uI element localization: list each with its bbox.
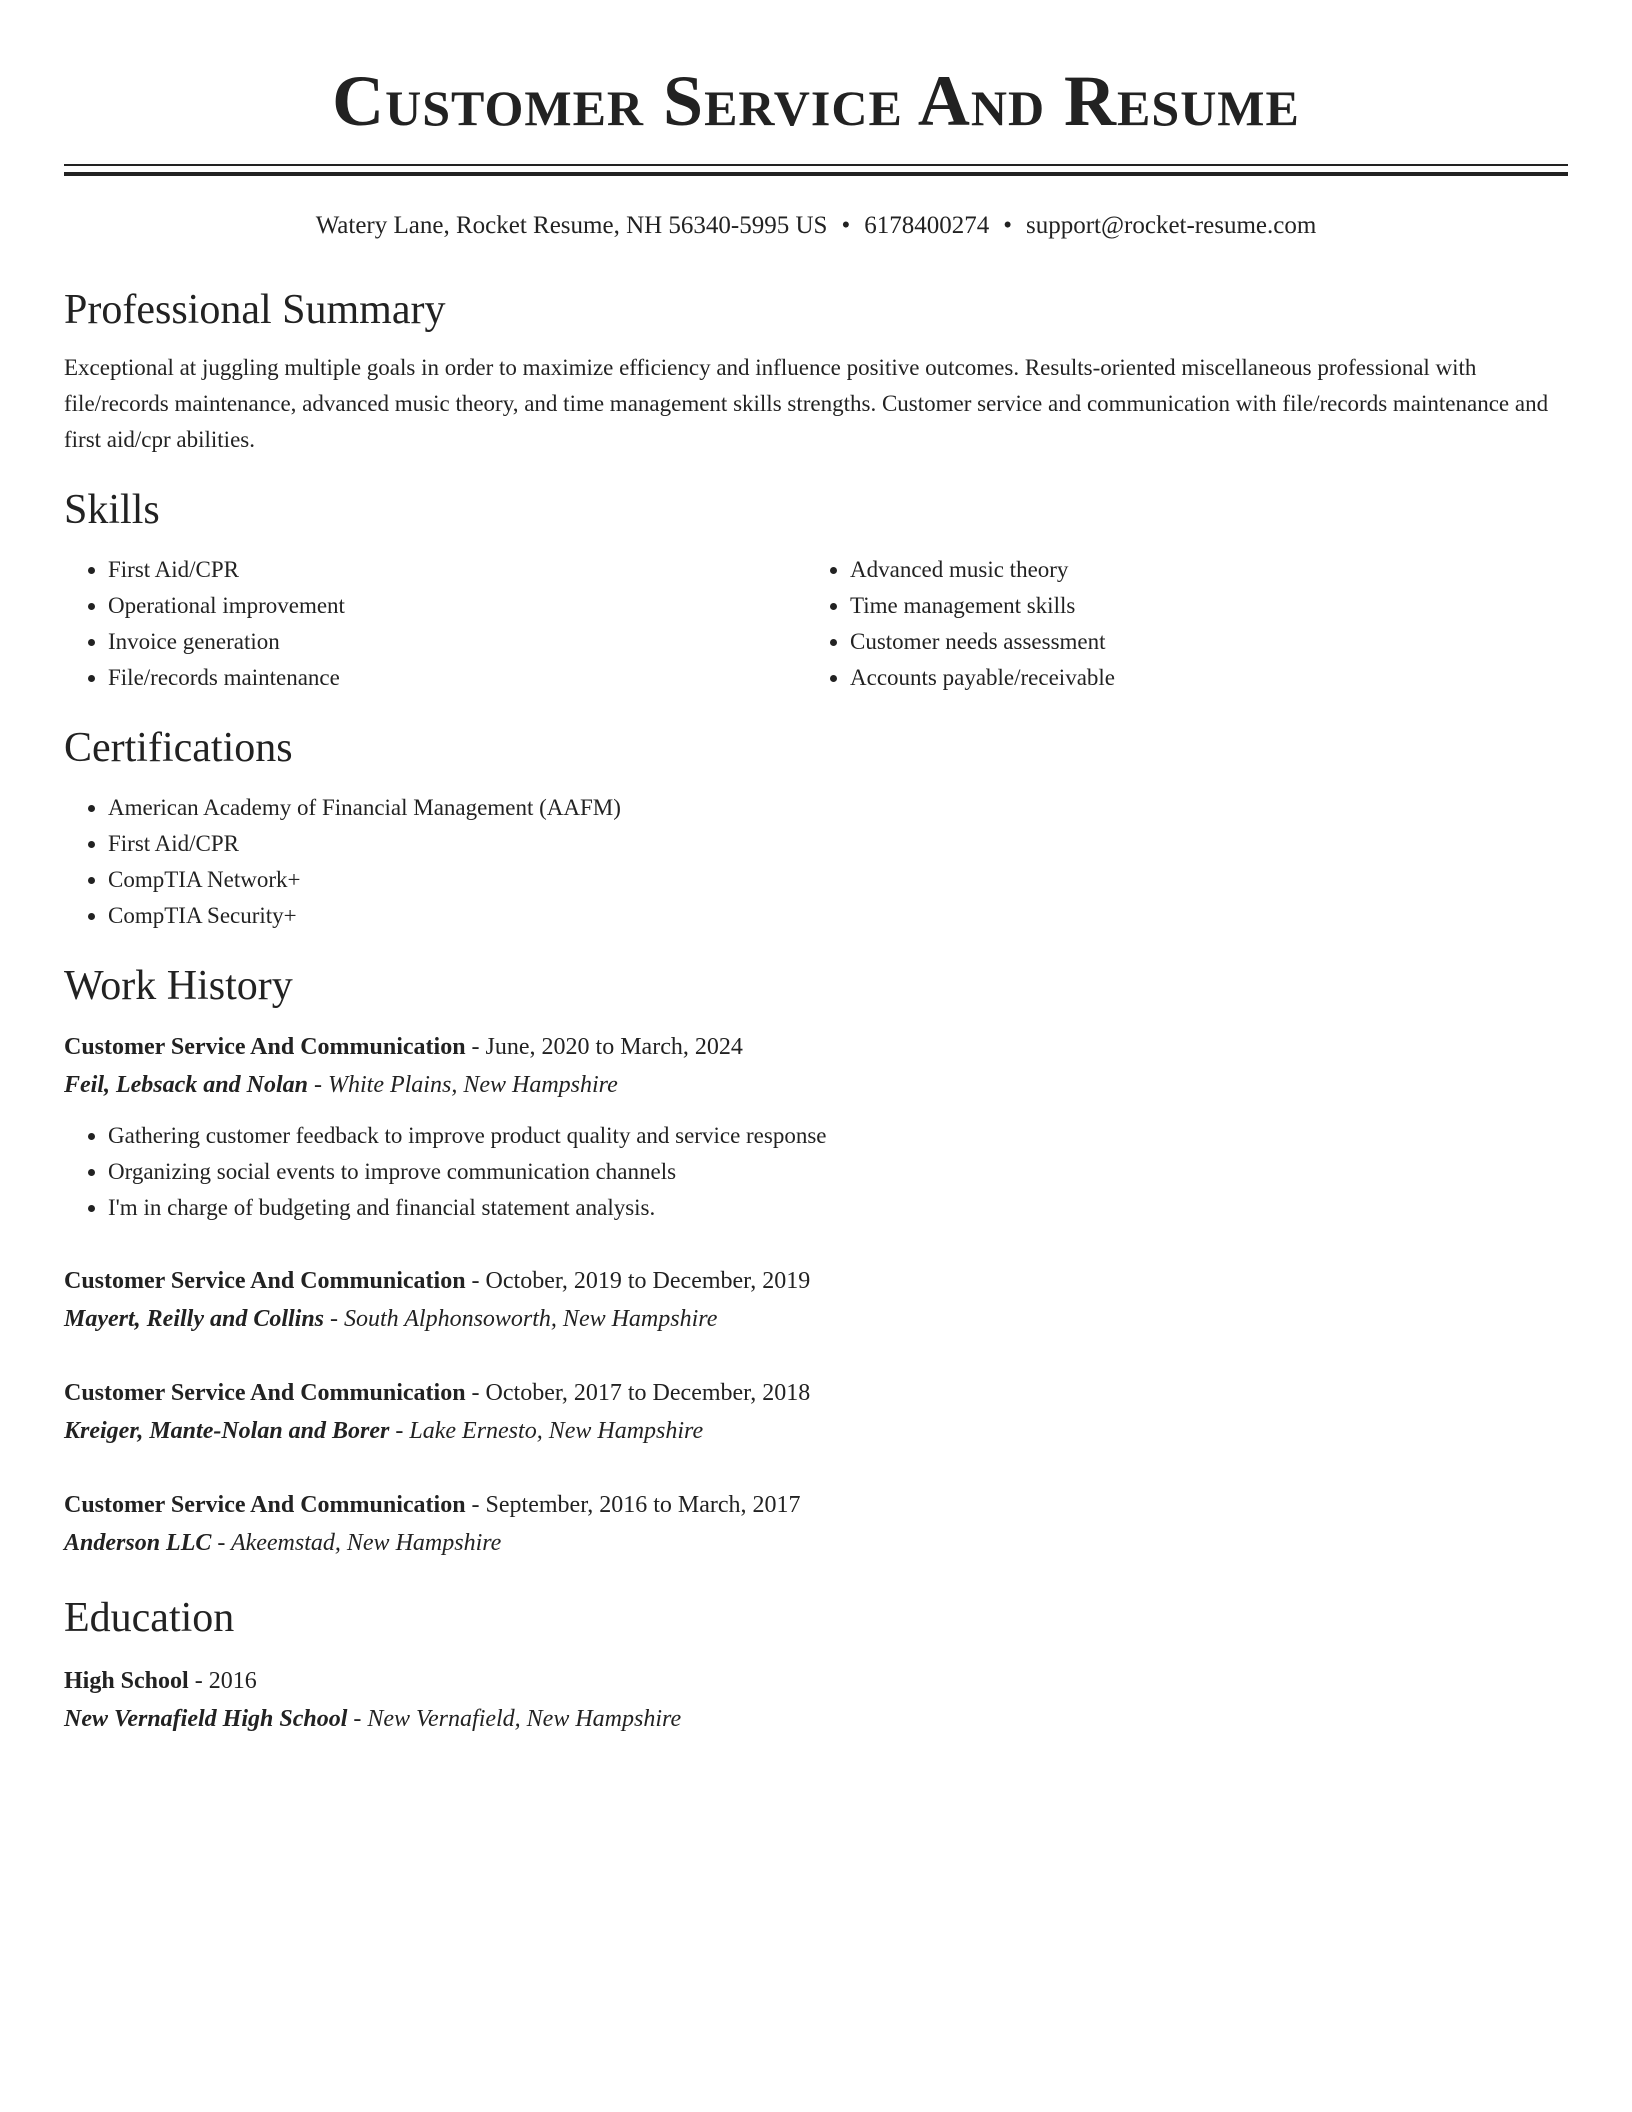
skills-list-right [806, 552, 1548, 696]
job-bullets [64, 1118, 1568, 1226]
job-entry [64, 1028, 1568, 1226]
certification-item: • CompTIA Network+ [108, 862, 1568, 898]
education-location: New Vernafield, New Hampshire [367, 1706, 682, 1732]
summary-text: Exceptional at juggling multiple goals in order to maximize efficiency and influence positive outcomes. Results-oriented miscellaneous professional with file/records maintenance, advanced music theory, and time management skills strengths. Customer service and communication with file/records maintenance and first aid/cpr abilities. [64, 355, 1549, 452]
job-company-line [64, 1524, 1568, 1562]
job-dash: - [389, 1418, 410, 1444]
job-title-line [64, 1262, 1568, 1300]
education-entry [64, 1662, 1568, 1738]
education-section [64, 1592, 1568, 1738]
education-degree: High School [64, 1668, 189, 1694]
job-dash: - [324, 1306, 345, 1332]
skill-item: • Accounts payable/receivable [850, 660, 1548, 696]
job-entry [64, 1486, 1568, 1562]
job-location: Akeemstad, New Hampshire [230, 1530, 502, 1556]
education-degree-line [64, 1662, 1568, 1700]
skill-item: • Customer needs assessment [850, 624, 1548, 660]
summary-section [64, 284, 1568, 458]
job-title: Customer Service And Communication [64, 1268, 466, 1294]
work-history-section [64, 960, 1568, 1562]
job-company: Feil, Lebsack and Nolan [64, 1072, 308, 1098]
work-history-heading: Work History [64, 963, 293, 1009]
job-company-line [64, 1412, 1568, 1450]
education-year: 2016 [208, 1668, 257, 1694]
skill-item: • Operational improvement [108, 588, 806, 624]
education-school-line [64, 1700, 1568, 1738]
skill-item: • Time management skills [850, 588, 1548, 624]
skills-columns [64, 552, 1568, 696]
skill-item: • File/records maintenance [108, 660, 806, 696]
job-entry [64, 1374, 1568, 1450]
job-company: Anderson LLC [64, 1530, 212, 1556]
job-title: Customer Service And Communication [64, 1492, 466, 1518]
job-title: Customer Service And Communication [64, 1034, 466, 1060]
summary-heading: Professional Summary [64, 287, 446, 333]
certification-item: • American Academy of Financial Management (AAFM) [108, 790, 1568, 826]
job-dash: - [465, 1268, 486, 1294]
title-divider-thick [64, 172, 1568, 176]
job-title: Customer Service And Communication [64, 1380, 466, 1406]
education-dash: - [188, 1668, 209, 1694]
contact-email: support@rocket-resume.com [1026, 212, 1317, 239]
job-location: Lake Ernesto, New Hampshire [409, 1418, 704, 1444]
skills-column-left [64, 552, 806, 696]
job-title-line [64, 1374, 1568, 1412]
job-dates: June, 2020 to March, 2024 [485, 1034, 743, 1060]
job-title-line [64, 1028, 1568, 1066]
contact-line [64, 210, 1568, 242]
job-dash: - [465, 1034, 486, 1060]
skills-heading: Skills [64, 487, 160, 533]
certification-item: • CompTIA Security+ [108, 898, 1568, 934]
job-bullet: • Gathering customer feedback to improve product quality and service response [108, 1118, 1568, 1154]
job-dash: - [465, 1492, 486, 1518]
job-company: Mayert, Reilly and Collins [64, 1306, 325, 1332]
skills-section [64, 484, 1568, 696]
job-bullet: • Organizing social events to improve communication channels [108, 1154, 1568, 1190]
contact-address: Watery Lane, Rocket Resume, NH 56340-5995 US [315, 212, 828, 239]
skill-item: • Invoice generation [108, 624, 806, 660]
skills-column-right [806, 552, 1548, 696]
job-dash: - [465, 1380, 486, 1406]
job-company-line [64, 1300, 1568, 1338]
job-title-line [64, 1486, 1568, 1524]
job-entry [64, 1262, 1568, 1338]
skill-item: • First Aid/CPR [108, 552, 806, 588]
education-dash: - [347, 1706, 368, 1732]
job-dates: October, 2019 to December, 2019 [485, 1268, 811, 1294]
title-divider-thin [64, 164, 1568, 166]
contact-separator: • [1003, 212, 1012, 239]
certifications-section [64, 722, 1568, 934]
education-heading: Education [64, 1595, 235, 1641]
job-dates: September, 2016 to March, 2017 [485, 1492, 801, 1518]
certifications-heading: Certifications [64, 725, 293, 771]
contact-separator: • [841, 212, 851, 239]
job-location: White Plains, New Hampshire [328, 1072, 618, 1098]
job-location: South Alphonsoworth, New Hampshire [344, 1306, 718, 1332]
skills-list-left [64, 552, 806, 696]
education-school: New Vernafield High School [64, 1706, 348, 1732]
contact-phone: 6178400274 [864, 212, 990, 239]
certifications-list [64, 790, 1568, 934]
resume-title: Customer Service And Resume [332, 61, 1300, 141]
job-dash: - [308, 1072, 328, 1098]
job-company-line [64, 1066, 1568, 1104]
certification-item: • First Aid/CPR [108, 826, 1568, 862]
job-bullet: • I'm in charge of budgeting and financial statement analysis. [108, 1190, 1568, 1226]
job-dash: - [211, 1530, 231, 1556]
skill-item: • Advanced music theory [850, 552, 1548, 588]
job-dates: October, 2017 to December, 2018 [485, 1380, 811, 1406]
job-company: Kreiger, Mante-Nolan and Borer [64, 1418, 390, 1444]
